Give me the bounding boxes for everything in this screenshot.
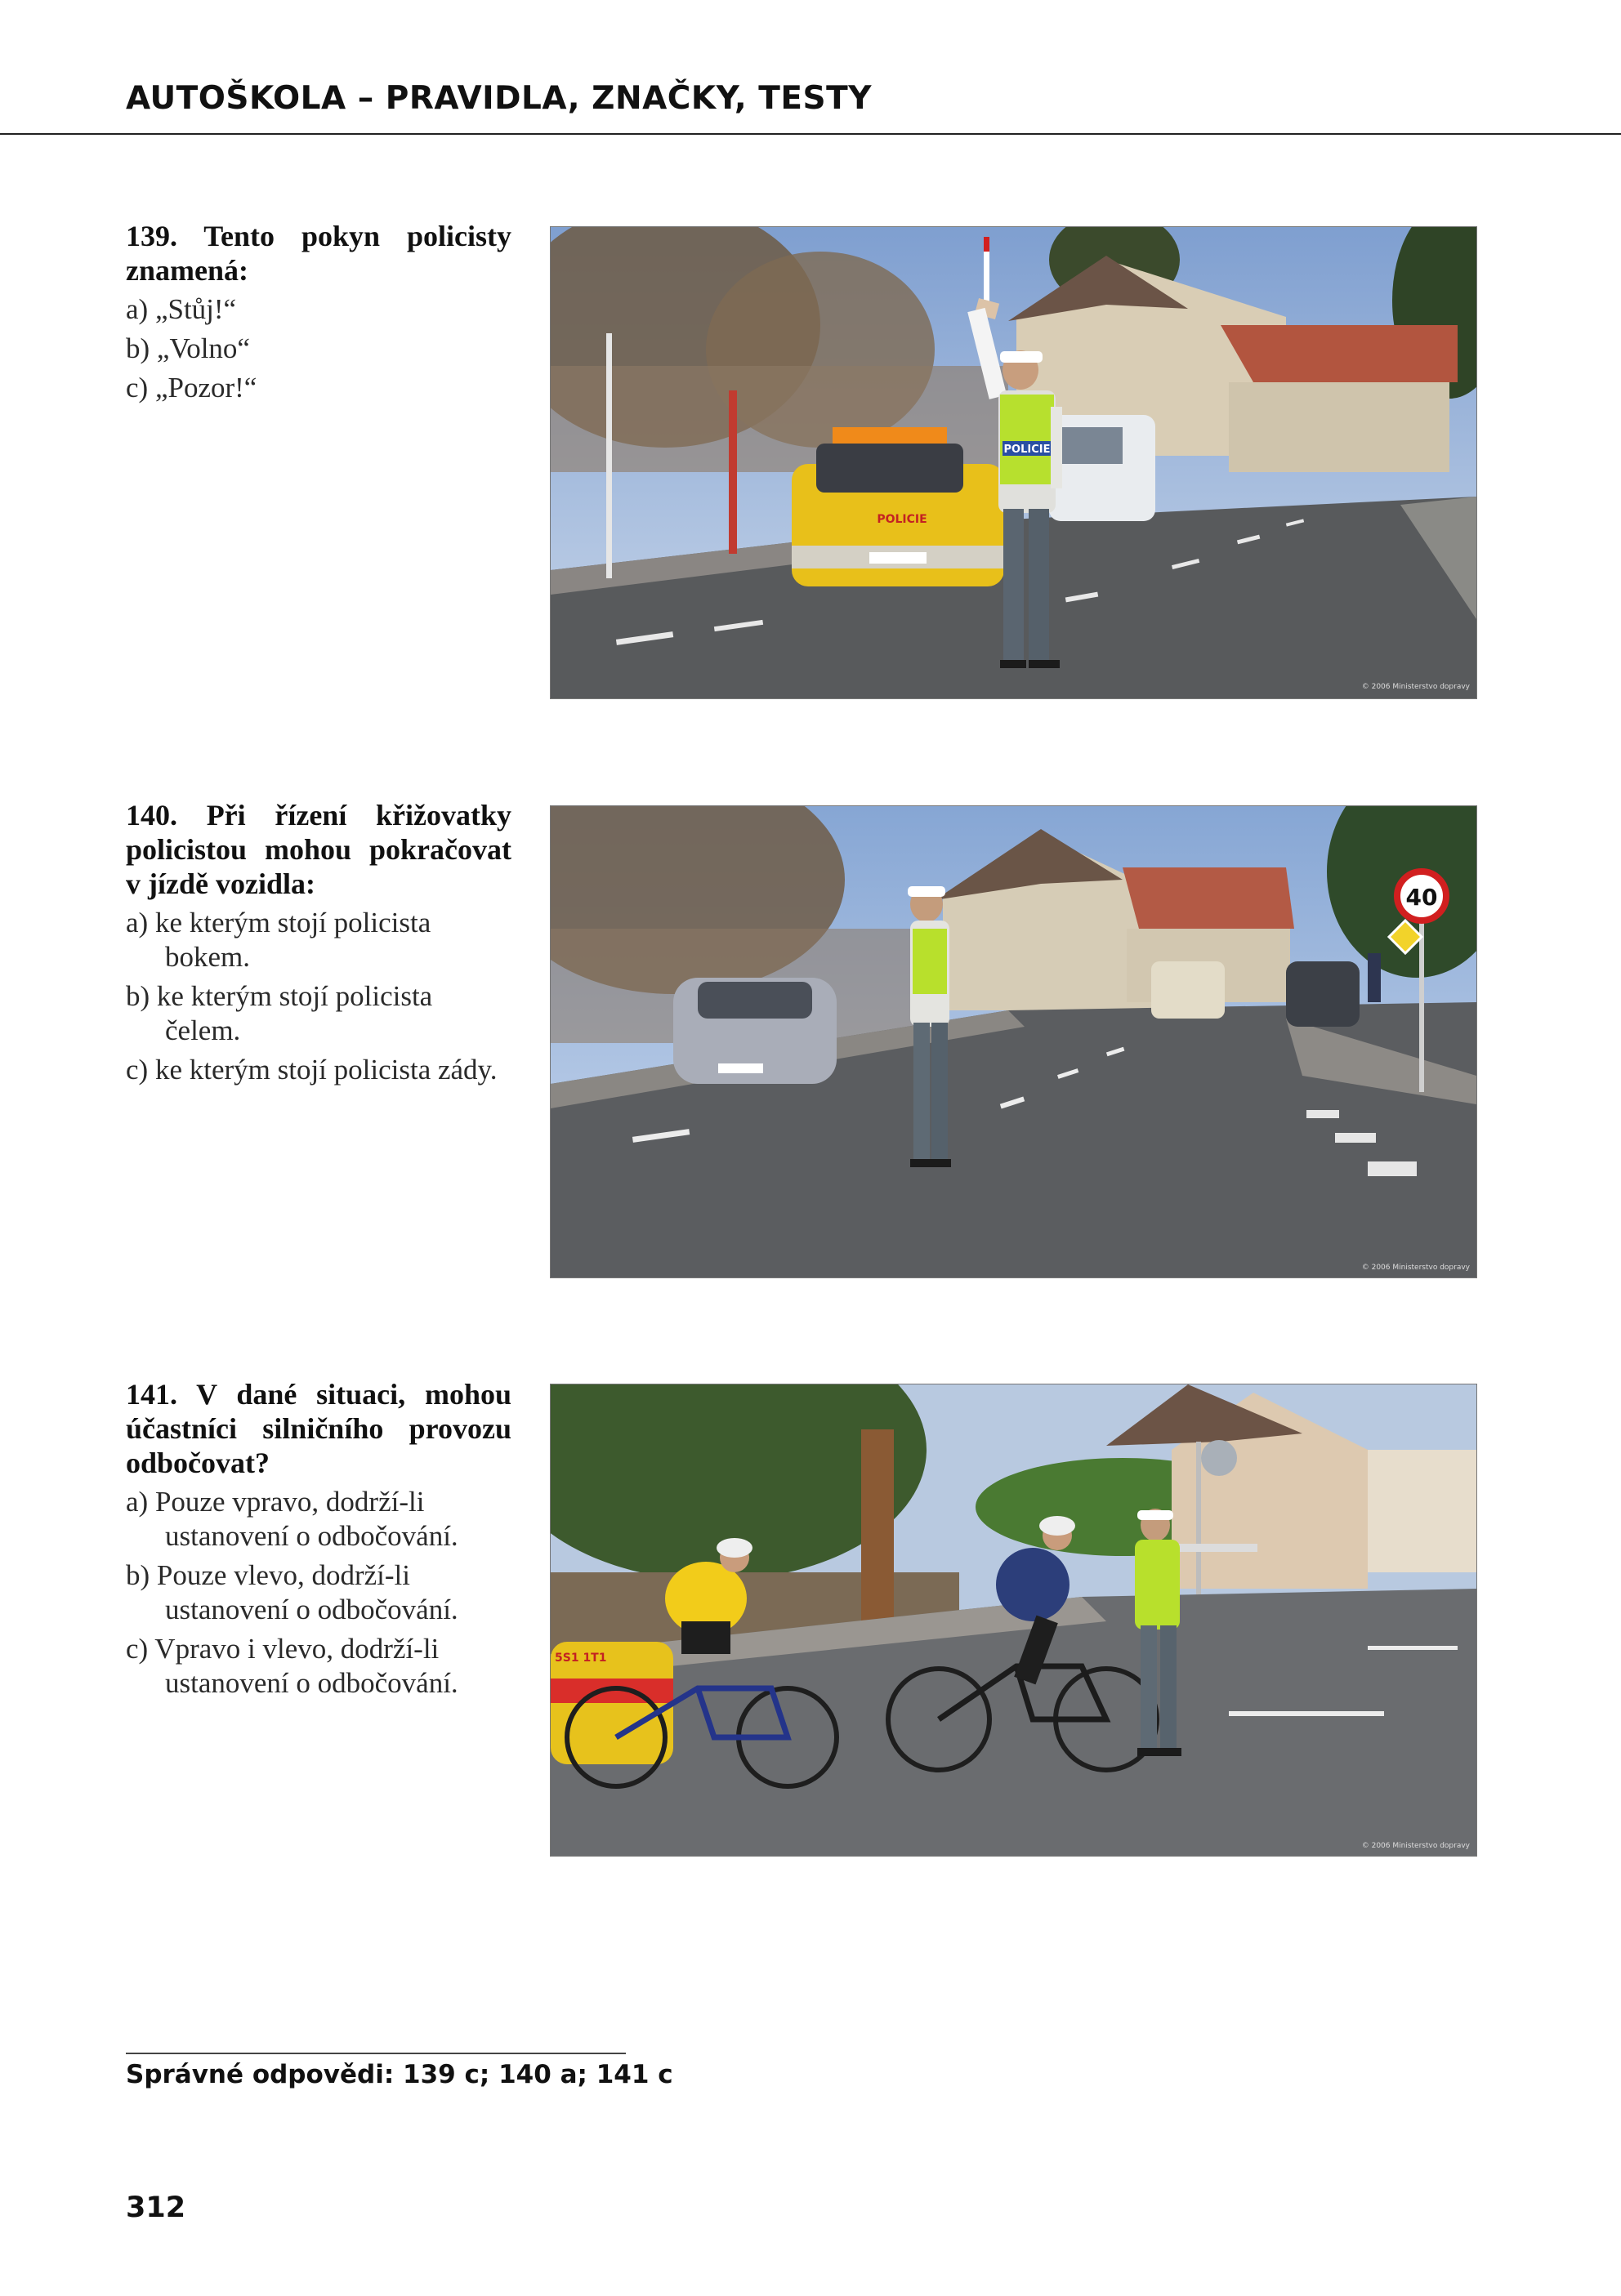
speed-limit-sign-text: 40: [1405, 884, 1438, 911]
photo-139-police-officer: [550, 226, 1477, 699]
answer-option-c: c) ke kterým stojí policista zády.: [126, 1054, 498, 1086]
answer-option-b: b) „Volno“: [126, 332, 250, 364]
photo-credit: © 2006 Ministerstvo dopravy: [1361, 1842, 1470, 1850]
photo-credit: © 2006 Ministerstvo dopravy: [1361, 1264, 1470, 1272]
question-140: [126, 798, 511, 1087]
page-header-title: AUTOŠKOLA – PRAVIDLA, ZNAČKY, TESTY: [126, 80, 872, 117]
question-title: 141. V dané situaci, mohou účastníci silničního provozu odbočovat?: [126, 1378, 511, 1479]
answer-option-b: b) Pouze vlevo, dodrží-li ustanovení o odbočování.: [126, 1559, 458, 1625]
answer-option-a: a) Pouze vpravo, dodrží-li ustanovení o odbočování.: [126, 1486, 458, 1552]
car-livery-text: POLICIE: [877, 513, 927, 526]
police-vest-text: POLICIE: [1003, 444, 1051, 456]
question-139: [126, 219, 511, 405]
question-title: 139. Tento pokyn policisty znamená:: [126, 220, 511, 287]
page-number: 312: [126, 2191, 186, 2224]
header-divider: [0, 133, 1621, 135]
answer-option-a: a) ke kterým stojí policista bokem.: [126, 907, 431, 973]
answer-option-c: c) „Pozor!“: [126, 372, 257, 403]
answer-option-a: a) „Stůj!“: [126, 293, 237, 325]
answer-option-c: c) Vpravo i vlevo, dodrží-li ustanovení o odbočování.: [126, 1633, 458, 1699]
question-title: 140. Při řízení křižovatky policistou mohou pokračovat v jízdě vozidla:: [126, 799, 511, 900]
answer-option-b: b) ke kterým stojí policista čelem.: [126, 980, 433, 1046]
question-141: [126, 1377, 511, 1701]
car-plate-text: 5S1 1T1: [555, 1652, 607, 1665]
photo-141-cyclists: [550, 1384, 1477, 1857]
photo-credit: © 2006 Ministerstvo dopravy: [1361, 683, 1470, 691]
answers-divider: [126, 2053, 626, 2054]
correct-answers: Správné odpovědi: 139 c; 140 a; 141 c: [126, 2060, 673, 2089]
photo-140-intersection: [550, 805, 1477, 1278]
